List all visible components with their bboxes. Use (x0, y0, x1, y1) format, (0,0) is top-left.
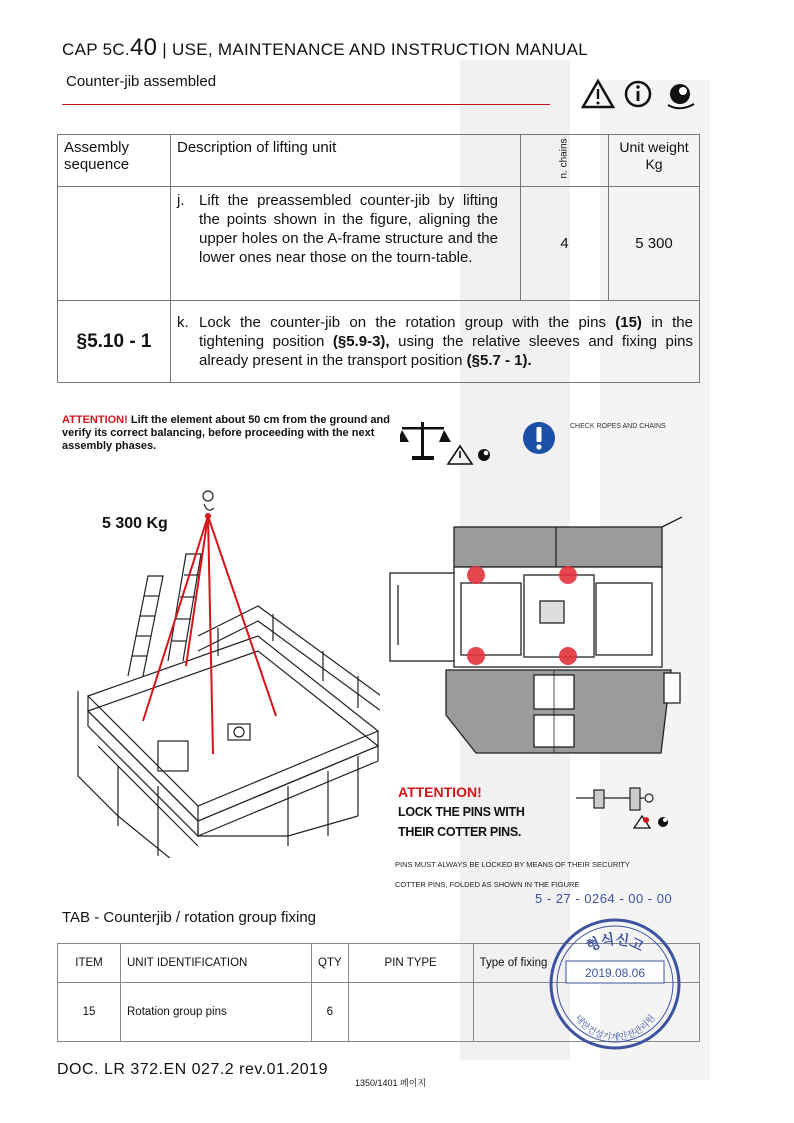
header-unit-weight: Unit weight Kg (609, 135, 700, 187)
col-pin-type: PIN TYPE (348, 944, 473, 983)
cell-qty: 6 (312, 983, 349, 1042)
document-code: DOC. LR 372.EN 027.2 rev.01.2019 (57, 1061, 328, 1078)
table-row (58, 187, 700, 301)
col-unit-identification: UNIT IDENTIFICATION (121, 944, 312, 983)
warning-triangle-icon (448, 446, 472, 464)
col-fixing-type: Type of fixing (473, 944, 699, 983)
info-circle-icon (626, 82, 650, 106)
attention-note: ATTENTION! Lift the element about 50 cm from the ground and verify its correct balancing, before proceeding with the next assembly phases. (62, 414, 390, 452)
check-ropes-note: CHECK ROPES AND CHAINS (570, 423, 666, 430)
attention-label: ATTENTION! (62, 414, 128, 426)
cell-unit-identification: Rotation group pins (121, 983, 312, 1042)
cotter-pin-icon (574, 786, 686, 832)
header-description: Description of lifting unit (171, 135, 521, 187)
balance-icon (400, 418, 500, 466)
section-subtitle: Counter-jib assembled (66, 73, 217, 90)
pin-lock-attention: ATTENTION! LOCK THE PINS WITH THEIR COTTER PINS. (398, 784, 525, 839)
page-number: 1350/1401 페이지 (355, 1078, 427, 1088)
svg-text:형식신고: 형식신고 (583, 931, 647, 956)
lift-weight-label: 5 300 Kg (102, 515, 168, 532)
svg-text:2019.08.06: 2019.08.06 (584, 966, 646, 980)
step-text: Lift the preassembled counter-jib by lifting the points shown in the figure, aligning the upper holes on the A-frame structure and the lower ones near those on the tourn-table. (199, 192, 498, 266)
pins-safety-note: PINS MUST ALWAYS BE LOCKED BY MEANS OF THEIR SECURITY COTTER PINS, FOLDED AS SHOWN IN THE FIGURE (395, 860, 630, 889)
col-qty: QTY (312, 944, 349, 983)
header-divider (62, 104, 550, 105)
row-qty: 4 (521, 187, 609, 301)
operator-helmet-icon (658, 817, 668, 827)
header-chains: n. chains (559, 138, 570, 179)
fixing-table-title: TAB - Counterjib / rotation group fixing (62, 909, 317, 926)
counter-jib-plan-drawing (386, 515, 690, 760)
header-icons (580, 78, 700, 117)
row-section-ref: §5.10 - 1 (58, 301, 171, 383)
page-header-title: CAP 5C.40 | USE, MAINTENANCE AND INSTRUCTION MANUAL (62, 34, 588, 61)
header-assembly-sequence: Assembly sequence (58, 135, 171, 187)
cell-pin-type (348, 983, 473, 1042)
operator-helmet-icon (668, 84, 694, 108)
step-letter: k. (177, 314, 189, 331)
approval-stamp (546, 915, 684, 1053)
svg-text:대한건설기계안전관리원: 대한건설기계안전관리원 (572, 1013, 658, 1043)
cell-item: 15 (58, 983, 121, 1042)
lifting-unit-table (57, 134, 700, 383)
warning-triangle-icon (583, 81, 613, 107)
col-item: ITEM (58, 944, 121, 983)
step-letter: j. (177, 192, 185, 209)
attention-label: ATTENTION! (398, 784, 482, 800)
operator-helmet-icon (478, 449, 490, 461)
row-sequence (58, 187, 171, 301)
table-row (58, 301, 700, 383)
counter-jib-isometric-drawing (58, 486, 380, 858)
step-text: Lock the counter-jib on the rotation group with the pins (15) in the tightening position (§5.9-3), using the relative sleeves and fixing pins already present in the transport position (§5.7 - 1). (199, 314, 693, 369)
table-header-row (58, 135, 700, 187)
drawing-code: 5 - 27 - 0264 - 00 - 00 (535, 891, 673, 906)
row-weight: 5 300 (609, 187, 700, 301)
info-circle-icon (522, 421, 556, 455)
